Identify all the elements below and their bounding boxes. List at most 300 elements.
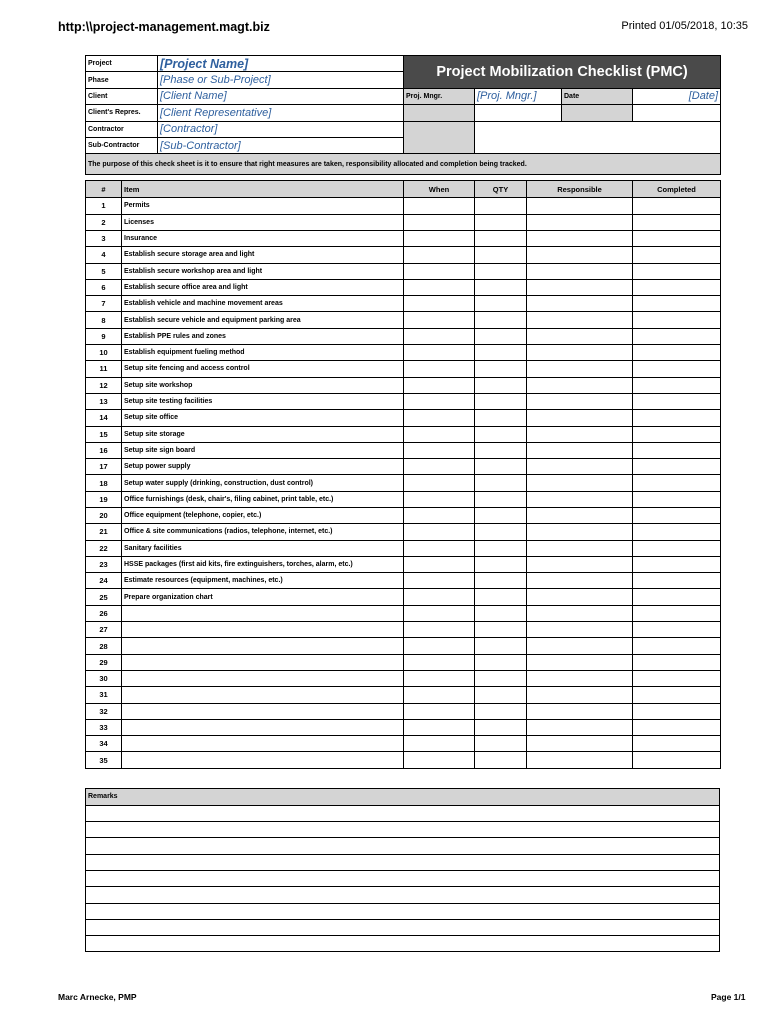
row-responsible[interactable] xyxy=(527,442,633,458)
row-qty[interactable] xyxy=(475,263,527,279)
col-item-header: Item xyxy=(122,181,404,198)
row-qty[interactable] xyxy=(475,589,527,605)
remarks-line-cell[interactable] xyxy=(86,822,720,838)
row-responsible[interactable] xyxy=(527,491,633,507)
row-responsible[interactable] xyxy=(527,622,633,638)
row-responsible[interactable] xyxy=(527,589,633,605)
client-name-field[interactable]: [Client Name] xyxy=(158,88,404,104)
subcontractor-label: Sub-Contractor xyxy=(86,137,158,153)
row-responsible[interactable] xyxy=(527,703,633,719)
blank-cell xyxy=(404,105,475,121)
row-completed[interactable] xyxy=(633,736,721,752)
row-responsible[interactable] xyxy=(527,573,633,589)
proj-mngr-field[interactable]: [Proj. Mngr.] xyxy=(475,88,562,104)
row-qty[interactable] xyxy=(475,638,527,654)
printed-value: 01/05/2018, 10:35 xyxy=(659,20,748,32)
table-row xyxy=(86,573,721,589)
row-when[interactable] xyxy=(404,263,475,279)
row-completed[interactable] xyxy=(633,719,721,735)
remarks-line xyxy=(86,854,720,870)
row-number: 10 xyxy=(86,345,122,361)
table-row xyxy=(86,622,721,638)
row-item[interactable]: Estimate resources (equipment, machines, etc.) xyxy=(122,573,404,589)
row-responsible[interactable] xyxy=(527,312,633,328)
row-number: 11 xyxy=(86,361,122,377)
row-item[interactable]: Prepare organization chart xyxy=(122,589,404,605)
row-qty[interactable] xyxy=(475,426,527,442)
remarks-line xyxy=(86,936,720,952)
table-row xyxy=(86,752,721,768)
row-item[interactable] xyxy=(122,638,404,654)
row-when[interactable] xyxy=(404,703,475,719)
row-responsible[interactable] xyxy=(527,687,633,703)
row-completed[interactable] xyxy=(633,622,721,638)
row-number: 29 xyxy=(86,654,122,670)
row-responsible[interactable] xyxy=(527,377,633,393)
row-item[interactable]: Setup water supply (drinking, construction, dust control) xyxy=(122,475,404,491)
table-row xyxy=(86,687,721,703)
row-when[interactable] xyxy=(404,605,475,621)
row-number: 33 xyxy=(86,719,122,735)
row-when[interactable] xyxy=(404,442,475,458)
col-completed-header: Completed xyxy=(633,181,721,198)
subcontractor-field[interactable]: [Sub-Contractor] xyxy=(158,137,404,153)
row-responsible[interactable] xyxy=(527,507,633,523)
col-responsible-header: Responsible xyxy=(527,181,633,198)
table-row xyxy=(86,328,721,344)
row-responsible[interactable] xyxy=(527,752,633,768)
row-completed[interactable] xyxy=(633,540,721,556)
row-when[interactable] xyxy=(404,752,475,768)
row-qty[interactable] xyxy=(475,247,527,263)
row-when[interactable] xyxy=(404,198,475,214)
row-completed[interactable] xyxy=(633,279,721,295)
client-rep-label: Client's Repres. xyxy=(86,105,158,121)
table-row xyxy=(86,442,721,458)
remarks-line xyxy=(86,919,720,935)
row-responsible[interactable] xyxy=(527,296,633,312)
row-item[interactable]: Establish PPE rules and zones xyxy=(122,328,404,344)
row-when[interactable] xyxy=(404,524,475,540)
row-qty[interactable] xyxy=(475,328,527,344)
project-name-field[interactable]: [Project Name] xyxy=(158,56,404,72)
row-qty[interactable] xyxy=(475,507,527,523)
row-item[interactable]: HSSE packages (first aid kits, fire extinguishers, torches, alarm, etc.) xyxy=(122,556,404,572)
remarks-line xyxy=(86,887,720,903)
row-item[interactable] xyxy=(122,654,404,670)
row-completed[interactable] xyxy=(633,247,721,263)
client-rep-field[interactable]: [Client Representative] xyxy=(158,105,404,121)
table-row xyxy=(86,393,721,409)
col-qty-header: QTY xyxy=(475,181,527,198)
row-qty[interactable] xyxy=(475,296,527,312)
row-qty[interactable] xyxy=(475,719,527,735)
table-row xyxy=(86,605,721,621)
row-number: 8 xyxy=(86,312,122,328)
row-responsible[interactable] xyxy=(527,361,633,377)
row-item[interactable]: Establish equipment fueling method xyxy=(122,345,404,361)
row-number: 18 xyxy=(86,475,122,491)
row-when[interactable] xyxy=(404,573,475,589)
row-when[interactable] xyxy=(404,459,475,475)
row-qty[interactable] xyxy=(475,752,527,768)
table-row xyxy=(86,214,721,230)
row-completed[interactable] xyxy=(633,475,721,491)
row-responsible[interactable] xyxy=(527,540,633,556)
remarks-line xyxy=(86,822,720,838)
row-completed[interactable] xyxy=(633,556,721,572)
row-responsible[interactable] xyxy=(527,556,633,572)
table-row xyxy=(86,736,721,752)
blank-cell xyxy=(404,121,475,154)
row-responsible[interactable] xyxy=(527,605,633,621)
table-row xyxy=(86,507,721,523)
footer-author: Marc Arnecke, PMP xyxy=(58,992,137,1002)
row-responsible[interactable] xyxy=(527,459,633,475)
row-when[interactable] xyxy=(404,556,475,572)
row-qty[interactable] xyxy=(475,393,527,409)
row-number: 23 xyxy=(86,556,122,572)
row-responsible[interactable] xyxy=(527,328,633,344)
row-completed[interactable] xyxy=(633,670,721,686)
remarks-table xyxy=(85,788,720,953)
row-number: 21 xyxy=(86,524,122,540)
row-number: 9 xyxy=(86,328,122,344)
row-completed[interactable] xyxy=(633,345,721,361)
row-completed[interactable] xyxy=(633,573,721,589)
row-qty[interactable] xyxy=(475,214,527,230)
row-when[interactable] xyxy=(404,491,475,507)
footer-page-number: Page 1/1 xyxy=(711,992,746,1002)
row-item[interactable]: Establish secure office area and light xyxy=(122,279,404,295)
table-row xyxy=(86,361,721,377)
row-number: 7 xyxy=(86,296,122,312)
row-item[interactable]: Establish secure vehicle and equipment parking area xyxy=(122,312,404,328)
row-item[interactable]: Permits xyxy=(122,198,404,214)
row-number: 19 xyxy=(86,491,122,507)
row-completed[interactable] xyxy=(633,230,721,246)
row-qty[interactable] xyxy=(475,605,527,621)
remarks-line xyxy=(86,870,720,886)
row-when[interactable] xyxy=(404,426,475,442)
row-qty[interactable] xyxy=(475,654,527,670)
row-responsible[interactable] xyxy=(527,524,633,540)
row-completed[interactable] xyxy=(633,589,721,605)
row-number: 4 xyxy=(86,247,122,263)
row-when[interactable] xyxy=(404,230,475,246)
row-when[interactable] xyxy=(404,410,475,426)
checklist-sheet xyxy=(85,55,720,952)
row-when[interactable] xyxy=(404,475,475,491)
row-item[interactable]: Setup site fencing and access control xyxy=(122,361,404,377)
row-completed[interactable] xyxy=(633,459,721,475)
table-row xyxy=(86,491,721,507)
row-qty[interactable] xyxy=(475,670,527,686)
row-item[interactable]: Office & site communications (radios, telephone, internet, etc.) xyxy=(122,524,404,540)
row-responsible[interactable] xyxy=(527,410,633,426)
row-responsible[interactable] xyxy=(527,279,633,295)
row-number: 30 xyxy=(86,670,122,686)
row-item[interactable] xyxy=(122,622,404,638)
blank-cell[interactable] xyxy=(633,105,721,121)
checklist-header-row xyxy=(86,181,721,198)
row-when[interactable] xyxy=(404,345,475,361)
table-row xyxy=(86,719,721,735)
col-when-header: When xyxy=(404,181,475,198)
info-table xyxy=(85,55,721,180)
row-when[interactable] xyxy=(404,638,475,654)
remarks-line xyxy=(86,903,720,919)
row-qty[interactable] xyxy=(475,230,527,246)
row-qty[interactable] xyxy=(475,377,527,393)
row-completed[interactable] xyxy=(633,410,721,426)
row-responsible[interactable] xyxy=(527,230,633,246)
col-num-header: # xyxy=(86,181,122,198)
row-item[interactable] xyxy=(122,605,404,621)
row-when[interactable] xyxy=(404,622,475,638)
row-responsible[interactable] xyxy=(527,638,633,654)
row-responsible[interactable] xyxy=(527,426,633,442)
table-row xyxy=(86,670,721,686)
row-number: 27 xyxy=(86,622,122,638)
date-field[interactable]: [Date] xyxy=(633,88,721,104)
proj-mngr-label: Proj. Mngr. xyxy=(404,88,475,104)
row-completed[interactable] xyxy=(633,296,721,312)
row-responsible[interactable] xyxy=(527,475,633,491)
row-item[interactable] xyxy=(122,752,404,768)
row-when[interactable] xyxy=(404,670,475,686)
row-responsible[interactable] xyxy=(527,198,633,214)
row-completed[interactable] xyxy=(633,442,721,458)
row-qty[interactable] xyxy=(475,540,527,556)
contractor-label: Contractor xyxy=(86,121,158,137)
row-qty[interactable] xyxy=(475,279,527,295)
remarks-line-cell[interactable] xyxy=(86,919,720,935)
blank-cell xyxy=(562,105,633,121)
row-item[interactable]: Office furnishings (desk, chair's, filing cabinet, print table, etc.) xyxy=(122,491,404,507)
row-item[interactable] xyxy=(122,736,404,752)
row-completed[interactable] xyxy=(633,638,721,654)
table-row xyxy=(86,426,721,442)
row-item[interactable]: Establish secure storage area and light xyxy=(122,247,404,263)
row-item[interactable] xyxy=(122,703,404,719)
blank-cell[interactable] xyxy=(475,121,721,154)
remarks-line-cell[interactable] xyxy=(86,854,720,870)
remarks-label: Remarks xyxy=(86,788,720,805)
row-completed[interactable] xyxy=(633,752,721,768)
row-item[interactable]: Setup site sign board xyxy=(122,442,404,458)
row-completed[interactable] xyxy=(633,703,721,719)
row-when[interactable] xyxy=(404,296,475,312)
site-url: http:\\project-management.magt.biz xyxy=(58,20,270,34)
row-when[interactable] xyxy=(404,507,475,523)
row-when[interactable] xyxy=(404,361,475,377)
remarks-line-cell[interactable] xyxy=(86,903,720,919)
row-qty[interactable] xyxy=(475,736,527,752)
row-qty[interactable] xyxy=(475,524,527,540)
row-qty[interactable] xyxy=(475,556,527,572)
row-when[interactable] xyxy=(404,589,475,605)
table-row xyxy=(86,589,721,605)
table-row xyxy=(86,703,721,719)
row-completed[interactable] xyxy=(633,507,721,523)
row-qty[interactable] xyxy=(475,345,527,361)
row-item[interactable]: Licenses xyxy=(122,214,404,230)
row-item[interactable]: Setup power supply xyxy=(122,459,404,475)
row-responsible[interactable] xyxy=(527,736,633,752)
row-when[interactable] xyxy=(404,328,475,344)
row-item[interactable] xyxy=(122,670,404,686)
checklist-title: Project Mobilization Checklist (PMC) xyxy=(404,56,721,89)
row-qty[interactable] xyxy=(475,687,527,703)
row-number: 34 xyxy=(86,736,122,752)
row-when[interactable] xyxy=(404,687,475,703)
row-qty[interactable] xyxy=(475,475,527,491)
row-qty[interactable] xyxy=(475,312,527,328)
row-number: 3 xyxy=(86,230,122,246)
row-when[interactable] xyxy=(404,247,475,263)
contractor-field[interactable]: [Contractor] xyxy=(158,121,404,137)
remarks-line-cell[interactable] xyxy=(86,805,720,821)
row-completed[interactable] xyxy=(633,198,721,214)
row-number: 31 xyxy=(86,687,122,703)
table-row xyxy=(86,247,721,263)
row-qty[interactable] xyxy=(475,361,527,377)
row-item[interactable]: Establish secure workshop area and light xyxy=(122,263,404,279)
row-qty[interactable] xyxy=(475,198,527,214)
row-completed[interactable] xyxy=(633,426,721,442)
row-completed[interactable] xyxy=(633,214,721,230)
row-when[interactable] xyxy=(404,214,475,230)
remarks-line-cell[interactable] xyxy=(86,936,720,952)
row-number: 14 xyxy=(86,410,122,426)
row-number: 32 xyxy=(86,703,122,719)
table-row xyxy=(86,654,721,670)
row-completed[interactable] xyxy=(633,605,721,621)
remarks-line-cell[interactable] xyxy=(86,838,720,854)
row-when[interactable] xyxy=(404,393,475,409)
table-row xyxy=(86,198,721,214)
row-when[interactable] xyxy=(404,279,475,295)
table-row xyxy=(86,345,721,361)
row-item[interactable]: Setup site workshop xyxy=(122,377,404,393)
checklist-table xyxy=(85,180,721,768)
row-responsible[interactable] xyxy=(527,670,633,686)
table-row xyxy=(86,263,721,279)
row-completed[interactable] xyxy=(633,393,721,409)
row-item[interactable]: Setup site storage xyxy=(122,426,404,442)
row-item[interactable] xyxy=(122,687,404,703)
row-number: 35 xyxy=(86,752,122,768)
row-completed[interactable] xyxy=(633,361,721,377)
row-completed[interactable] xyxy=(633,312,721,328)
row-when[interactable] xyxy=(404,736,475,752)
row-qty[interactable] xyxy=(475,442,527,458)
remarks-line-cell[interactable] xyxy=(86,870,720,886)
table-row xyxy=(86,475,721,491)
row-responsible[interactable] xyxy=(527,654,633,670)
phase-label: Phase xyxy=(86,72,158,88)
row-completed[interactable] xyxy=(633,654,721,670)
row-when[interactable] xyxy=(404,540,475,556)
printed-stamp xyxy=(621,20,748,32)
row-completed[interactable] xyxy=(633,328,721,344)
remarks-lines xyxy=(86,805,720,952)
row-item[interactable]: Establish vehicle and machine movement areas xyxy=(122,296,404,312)
row-responsible[interactable] xyxy=(527,719,633,735)
phase-field[interactable]: [Phase or Sub-Project] xyxy=(158,72,404,88)
row-number: 22 xyxy=(86,540,122,556)
row-number: 25 xyxy=(86,589,122,605)
row-number: 17 xyxy=(86,459,122,475)
row-number: 15 xyxy=(86,426,122,442)
row-responsible[interactable] xyxy=(527,247,633,263)
row-responsible[interactable] xyxy=(527,214,633,230)
row-number: 2 xyxy=(86,214,122,230)
table-row xyxy=(86,296,721,312)
table-row xyxy=(86,312,721,328)
project-label: Project xyxy=(86,56,158,72)
row-qty[interactable] xyxy=(475,622,527,638)
row-completed[interactable] xyxy=(633,263,721,279)
checklist-rows xyxy=(86,198,721,768)
table-row xyxy=(86,556,721,572)
row-when[interactable] xyxy=(404,654,475,670)
remarks-line-cell[interactable] xyxy=(86,887,720,903)
row-item[interactable]: Setup site testing facilities xyxy=(122,393,404,409)
table-row xyxy=(86,638,721,654)
remarks-line xyxy=(86,805,720,821)
remarks-line xyxy=(86,838,720,854)
date-label: Date xyxy=(562,88,633,104)
row-number: 6 xyxy=(86,279,122,295)
row-number: 13 xyxy=(86,393,122,409)
row-completed[interactable] xyxy=(633,491,721,507)
row-responsible[interactable] xyxy=(527,393,633,409)
row-completed[interactable] xyxy=(633,524,721,540)
row-responsible[interactable] xyxy=(527,263,633,279)
row-when[interactable] xyxy=(404,719,475,735)
blank-cell[interactable] xyxy=(475,105,562,121)
table-row xyxy=(86,377,721,393)
row-item[interactable]: Office equipment (telephone, copier, etc.) xyxy=(122,507,404,523)
table-row xyxy=(86,279,721,295)
row-number: 12 xyxy=(86,377,122,393)
row-number: 5 xyxy=(86,263,122,279)
row-qty[interactable] xyxy=(475,410,527,426)
row-qty[interactable] xyxy=(475,459,527,475)
row-item[interactable]: Sanitary facilities xyxy=(122,540,404,556)
row-completed[interactable] xyxy=(633,687,721,703)
row-number: 28 xyxy=(86,638,122,654)
row-item[interactable]: Insurance xyxy=(122,230,404,246)
row-number: 16 xyxy=(86,442,122,458)
row-qty[interactable] xyxy=(475,491,527,507)
printed-label: Printed xyxy=(621,20,657,32)
row-qty[interactable] xyxy=(475,703,527,719)
row-number: 20 xyxy=(86,507,122,523)
row-responsible[interactable] xyxy=(527,345,633,361)
row-when[interactable] xyxy=(404,377,475,393)
row-number: 1 xyxy=(86,198,122,214)
purpose-statement: The purpose of this check sheet is it to ensure that right measures are taken, responsibility allocated and completion being tracked. xyxy=(86,154,721,175)
row-when[interactable] xyxy=(404,312,475,328)
row-item[interactable]: Setup site office xyxy=(122,410,404,426)
row-item[interactable] xyxy=(122,719,404,735)
row-qty[interactable] xyxy=(475,573,527,589)
row-completed[interactable] xyxy=(633,377,721,393)
row-number: 24 xyxy=(86,573,122,589)
